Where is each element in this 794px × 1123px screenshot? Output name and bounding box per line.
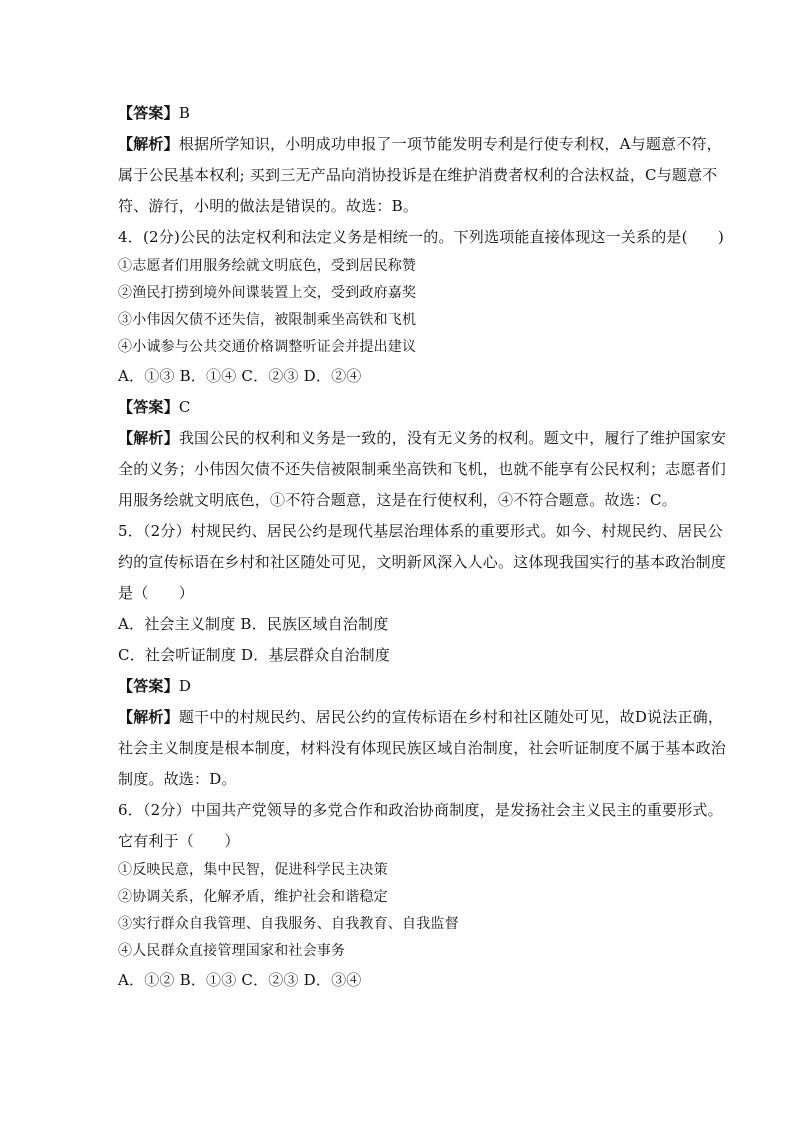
q3-analysis-line	[118, 129, 722, 160]
q4-option: ③小伟因欠债不还失信，被限制乘坐高铁和飞机	[118, 312, 417, 328]
answer-value: D	[178, 677, 192, 695]
q4-analysis-line	[118, 423, 727, 454]
q4-analysis-line: 全的义务；小伟因欠债不还失信被限制乘坐高铁和飞机，也就不能享有公民权利；志愿者们	[118, 460, 727, 478]
q5-stem: 5．（2分）村规民约、居民公约是现代基层治理体系的重要形式。如今、村规民约、居民公	[118, 522, 723, 540]
q6-option: ③实行群众自我管理、自我服务、自我教育、自我监督	[118, 916, 459, 932]
q4-option: ②渔民打捞到境外间谍装置上交，受到政府嘉奖	[118, 285, 417, 301]
q6-stem: 6．（2分）中国共产党领导的多党合作和政治协商制度，是发扬社会主义民主的重要形式。	[118, 801, 723, 819]
document-page	[118, 98, 727, 996]
q5-answer	[118, 671, 688, 702]
q6-stem: 它有利于（ ）	[118, 832, 240, 850]
analysis-text: 题干中的村规民约、居民公约的宣传标语在乡村和社区随处可见，故D说法正确，	[178, 708, 724, 726]
q6-choices: A．①② B．①③ C．②③ D．③④	[118, 971, 362, 989]
answer-label: 【答案】	[118, 104, 179, 122]
answer-label: 【答案】	[118, 398, 179, 416]
q3-answer	[118, 98, 688, 129]
q6-option: ①反映民意，集中民智，促进科学民主决策	[118, 862, 388, 878]
q5-analysis-line: 制度。故选：D。	[118, 770, 237, 788]
q4-analysis-line: 用服务绘就文明底色，①不符合题意，这是在行使权利，④不符合题意。故选：C。	[118, 491, 677, 509]
q4-option: ④小诚参与公共交通价格调整听证会并提出建议	[118, 339, 417, 355]
analysis-label: 【解析】	[118, 429, 179, 447]
analysis-label: 【解析】	[118, 135, 179, 153]
q6-option: ②协调关系，化解矛盾，维护社会和谐稳定	[118, 889, 388, 905]
q3-analysis-line: 属于公民基本权利; 买到三无产品向消协投诉是在维护消费者权利的合法权益，C与题意不	[118, 166, 718, 184]
analysis-label: 【解析】	[118, 708, 179, 726]
analysis-text: 根据所学知识，小明成功申报了一项节能发明专利是行使专利权，A与题意不符，	[178, 135, 722, 153]
answer-value: B	[178, 104, 191, 122]
q4-option: ①志愿者们用服务绘就文明底色，受到居民称赞	[118, 258, 417, 274]
q5-stem: 是（ ）	[118, 584, 195, 602]
q3-analysis-line: 符、游行，小明的做法是错误的。故选：B。	[118, 197, 419, 215]
q5-analysis-line: 社会主义制度是根本制度，材料没有体现民族区域自治制度，社会听证制度不属于基本政治	[118, 739, 727, 757]
answer-value: C	[178, 398, 191, 416]
analysis-text: 我国公民的权利和义务是一致的，没有无义务的权利。题文中，履行了维护国家安	[178, 429, 727, 447]
q4-answer	[118, 392, 688, 423]
q5-analysis-line	[118, 702, 724, 733]
q5-choices: C．社会听证制度 D．基层群众自治制度	[118, 646, 391, 664]
answer-label: 【答案】	[118, 677, 179, 695]
q5-choices: A．社会主义制度 B．民族区域自治制度	[118, 615, 389, 633]
q4-stem: 4．(2分)公民的法定权利和法定义务是相统一的。下列选项能直接体现这一关系的是( )	[118, 228, 725, 246]
q6-option: ④人民群众直接管理国家和社会事务	[118, 943, 346, 959]
q4-choices: A．①③ B．①④ C．②③ D．②④	[118, 367, 362, 385]
q5-stem: 约的宣传标语在乡村和社区随处可见，文明新风深入人心。这体现我国实行的基本政治制度	[118, 553, 727, 571]
